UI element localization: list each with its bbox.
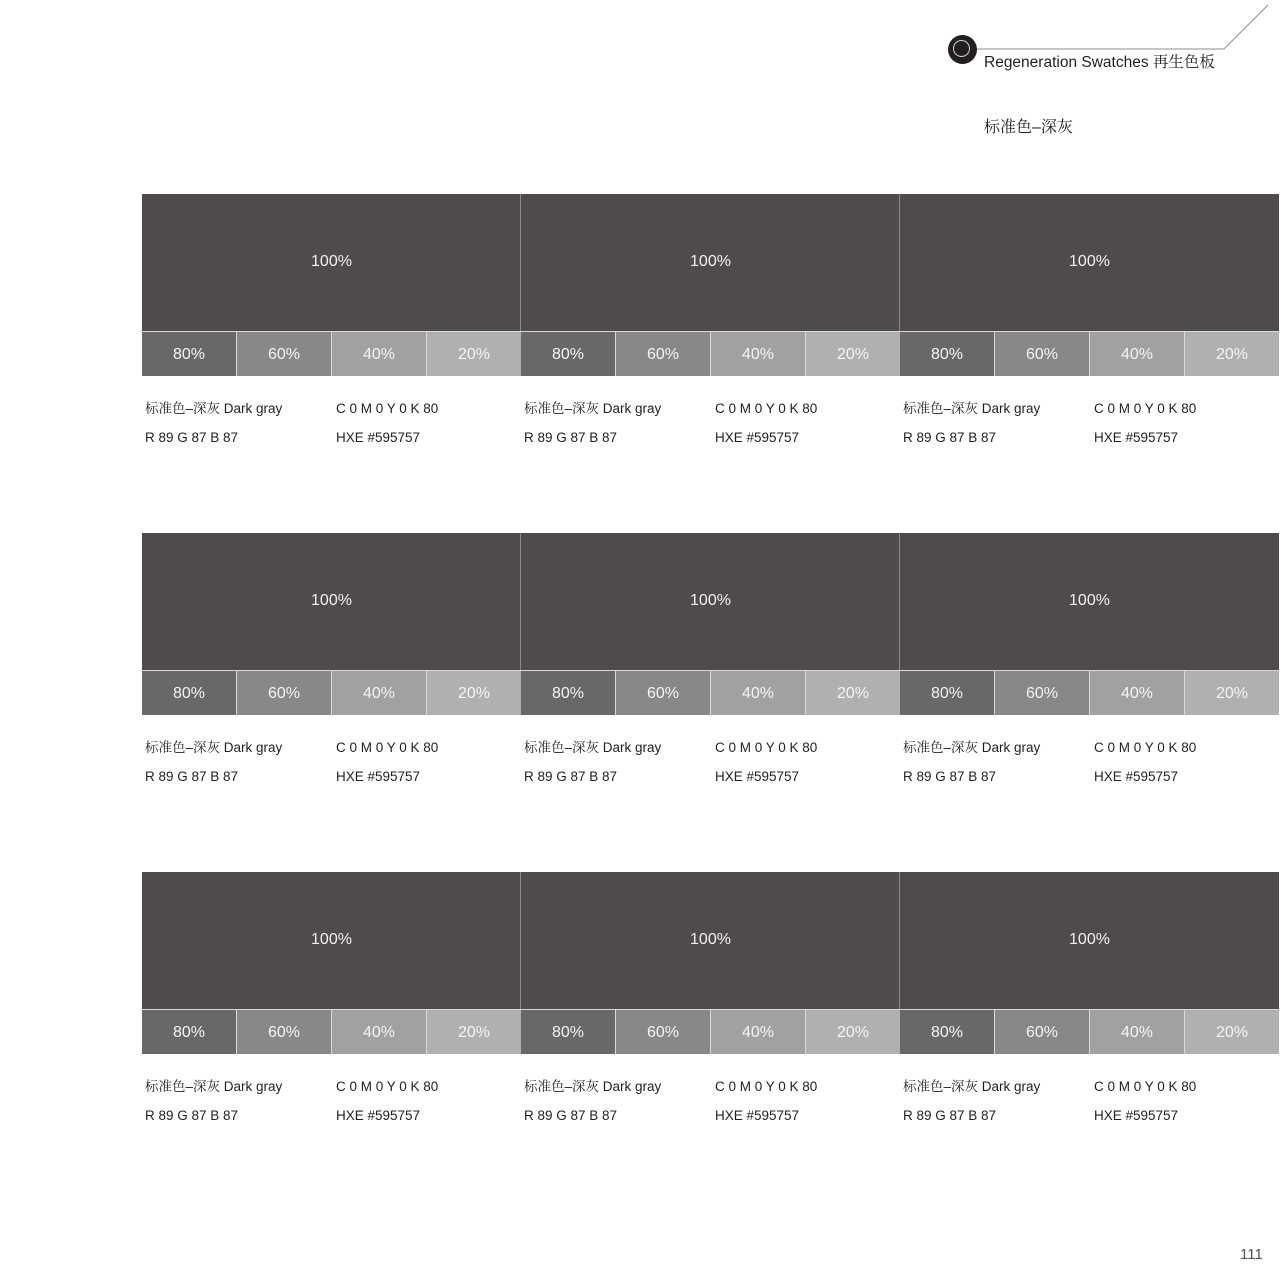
swatch-card [900,533,1279,788]
color-info-right [715,401,817,446]
tint-40-label: 40% [741,346,775,363]
c-letter-circle-icon [948,35,977,64]
tint-60-label: 60% [646,1024,680,1041]
tint-strip [521,670,900,715]
tint-80-label: 80% [172,685,206,702]
rgb-value: R 89 G 87 B 87 [524,1108,618,1123]
tint-60-label: 60% [646,685,680,702]
rgb-value: R 89 G 87 B 87 [145,430,239,445]
color-info-right [1094,401,1196,446]
tint-40 [331,670,426,715]
swatch-card [521,194,900,449]
tint-60 [615,670,710,715]
swatch-100 [521,533,900,670]
tint-20-label: 20% [1215,346,1249,363]
swatch-card [521,872,900,1127]
tint-60-label: 60% [1025,1024,1059,1041]
swatch-row-3 [142,872,1280,1127]
tint-80-label: 80% [172,1024,206,1041]
tint-40 [1089,1009,1184,1054]
swatch-card [142,533,521,788]
tint-20-label: 20% [1215,1024,1249,1041]
swatch-card [142,872,521,1127]
hex-value: HXE #595757 [715,1108,800,1123]
tint-40-label: 40% [741,1024,775,1041]
color-info-right [336,1079,438,1124]
tint-80 [900,331,994,376]
rgb-value: R 89 G 87 B 87 [903,1108,997,1123]
swatch-row-2 [142,533,1280,788]
tint-80 [900,1009,994,1054]
tint-20-label: 20% [457,346,491,363]
color-info-right [1094,740,1196,785]
tint-40 [710,331,805,376]
tint-40 [1089,331,1184,376]
tint-80 [900,670,994,715]
tint-80 [142,331,236,376]
color-name: 标准色–深灰 Dark gray [145,1079,283,1094]
tint-40-label: 40% [741,685,775,702]
swatch-row-1 [142,194,1280,449]
hex-value: HXE #595757 [1094,430,1179,445]
tint-60-label: 60% [267,685,301,702]
tint-60-label: 60% [1025,346,1059,363]
tint-80 [521,670,615,715]
hex-value: HXE #595757 [1094,1108,1179,1123]
rgb-value: R 89 G 87 B 87 [524,430,618,445]
tint-20 [1184,1009,1279,1054]
tint-60 [236,670,331,715]
cmyk-value: C 0 M 0 Y 0 K 80 [715,740,818,755]
color-info-right [715,740,817,785]
cmyk-value: C 0 M 0 Y 0 K 80 [1094,401,1197,416]
tint-40-label: 40% [1120,685,1154,702]
page-number: 111 [1240,1246,1263,1263]
tint-40 [710,1009,805,1054]
tint-80-label: 80% [930,1024,964,1041]
tint-strip [900,331,1279,376]
tint-20 [426,331,521,376]
color-info-right [336,740,438,785]
color-info-right [715,1079,817,1124]
tint-80 [521,1009,615,1054]
tint-80-label: 80% [172,346,206,363]
tint-40 [1089,670,1184,715]
tint-60-label: 60% [1025,685,1059,702]
color-info-left [145,401,282,446]
tint-strip [900,1009,1279,1054]
swatch-100-label: 100% [311,592,352,609]
swatch-card [900,872,1279,1127]
tint-80 [521,331,615,376]
cmyk-value: C 0 M 0 Y 0 K 80 [1094,1079,1197,1094]
tint-60 [615,1009,710,1054]
color-name: 标准色–深灰 Dark gray [903,740,1041,755]
tint-20 [426,1009,521,1054]
swatch-100 [900,194,1279,331]
tint-20 [805,1009,900,1054]
tint-80-label: 80% [551,685,585,702]
tint-20-label: 20% [836,346,870,363]
tint-80-label: 80% [930,685,964,702]
hex-value: HXE #595757 [336,769,421,784]
tint-60 [236,331,331,376]
swatch-100 [521,872,900,1009]
tint-40-label: 40% [362,346,396,363]
color-name: 标准色–深灰 Dark gray [524,1079,662,1094]
swatch-100-label: 100% [311,253,352,270]
swatch-100-label: 100% [1069,253,1110,270]
tint-40-label: 40% [1120,1024,1154,1041]
tint-20-label: 20% [457,685,491,702]
tint-20-label: 20% [457,1024,491,1041]
tint-20-label: 20% [836,1024,870,1041]
tint-60 [236,1009,331,1054]
hex-value: HXE #595757 [336,430,421,445]
color-name: 标准色–深灰 Dark gray [524,740,662,755]
swatch-100-label: 100% [690,253,731,270]
tint-60-label: 60% [646,346,680,363]
tint-20 [805,670,900,715]
swatch-100-label: 100% [690,931,731,948]
color-name: 标准色–深灰 Dark gray [145,401,283,416]
tint-strip [142,1009,521,1054]
tint-40 [331,331,426,376]
swatch-100 [900,533,1279,670]
tint-40-label: 40% [362,1024,396,1041]
tint-40 [710,670,805,715]
tint-20 [1184,670,1279,715]
tint-40 [331,1009,426,1054]
cmyk-value: C 0 M 0 Y 0 K 80 [336,401,439,416]
tint-60 [994,331,1089,376]
swatch-100-label: 100% [690,592,731,609]
tint-20-label: 20% [1215,685,1249,702]
tint-20 [1184,331,1279,376]
hex-value: HXE #595757 [336,1108,421,1123]
tint-60 [615,331,710,376]
rgb-value: R 89 G 87 B 87 [903,769,997,784]
swatch-100 [900,872,1279,1009]
swatch-100-label: 100% [1069,931,1110,948]
color-info-left [524,401,661,446]
tint-20 [426,670,521,715]
cmyk-value: C 0 M 0 Y 0 K 80 [1094,740,1197,755]
rgb-value: R 89 G 87 B 87 [145,769,239,784]
header-rule [0,0,1280,60]
rgb-value: R 89 G 87 B 87 [524,769,618,784]
tint-80 [142,670,236,715]
tint-20-label: 20% [836,685,870,702]
tint-60 [994,670,1089,715]
swatch-card [521,533,900,788]
rgb-value: R 89 G 87 B 87 [903,430,997,445]
rgb-value: R 89 G 87 B 87 [145,1108,239,1123]
cmyk-value: C 0 M 0 Y 0 K 80 [336,740,439,755]
hex-value: HXE #595757 [715,769,800,784]
tint-40-label: 40% [362,685,396,702]
header-title: Regeneration Swatches 再生色板 [984,54,1215,71]
tint-strip [521,331,900,376]
color-name: 标准色–深灰 Dark gray [903,401,1041,416]
tint-80-label: 80% [930,346,964,363]
swatch-100-label: 100% [311,931,352,948]
color-info-left [524,1079,661,1124]
tint-strip [521,1009,900,1054]
tint-60-label: 60% [267,346,301,363]
color-info-left [524,740,661,785]
swatch-100 [142,533,521,670]
hex-value: HXE #595757 [715,430,800,445]
color-info-right [1094,1079,1196,1124]
swatch-100 [521,194,900,331]
tint-strip [900,670,1279,715]
color-info-left [145,740,282,785]
tint-strip [142,331,521,376]
swatch-100 [142,194,521,331]
color-info-left [903,740,1040,785]
tint-60-label: 60% [267,1024,301,1041]
color-info-left [145,1079,282,1124]
cmyk-value: C 0 M 0 Y 0 K 80 [715,1079,818,1094]
color-info-left [903,1079,1040,1124]
swatch-100 [142,872,521,1009]
badge-ring [953,40,970,57]
tint-strip [142,670,521,715]
tint-80 [142,1009,236,1054]
tint-60 [994,1009,1089,1054]
color-info-left [903,401,1040,446]
cmyk-value: C 0 M 0 Y 0 K 80 [336,1079,439,1094]
color-info-right [336,401,438,446]
hex-value: HXE #595757 [1094,769,1179,784]
color-name: 标准色–深灰 Dark gray [524,401,662,416]
tint-80-label: 80% [551,346,585,363]
tint-20 [805,331,900,376]
swatch-card [142,194,521,449]
color-name: 标准色–深灰 Dark gray [145,740,283,755]
color-name: 标准色–深灰 Dark gray [903,1079,1041,1094]
section-subtitle: 标准色–深灰 [984,119,1073,136]
swatch-card [900,194,1279,449]
cmyk-value: C 0 M 0 Y 0 K 80 [715,401,818,416]
tint-40-label: 40% [1120,346,1154,363]
swatch-100-label: 100% [1069,592,1110,609]
tint-80-label: 80% [551,1024,585,1041]
